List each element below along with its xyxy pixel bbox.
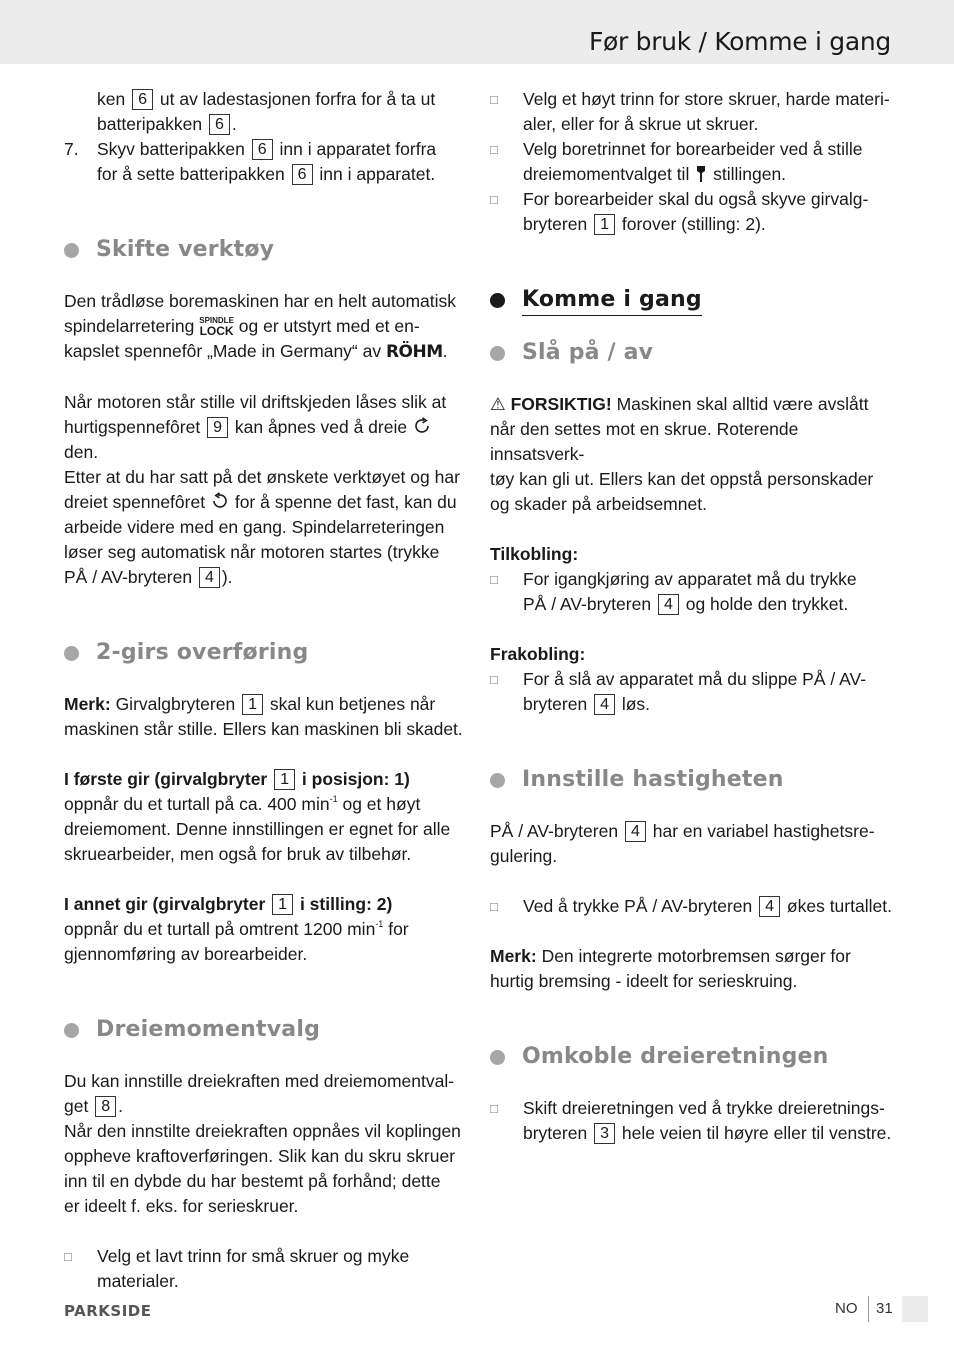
bullet-dot-icon: [64, 646, 79, 661]
rohm-logo: RÖHM: [385, 342, 443, 362]
rotate-ccw-icon: [412, 416, 432, 436]
ref-box: 6: [132, 89, 153, 110]
paragraph: når den settes mot en skrue. Roterende innsatsverk-: [490, 419, 799, 464]
ref-box: 9: [207, 417, 228, 438]
paragraph: oppheve kraftoverføringen. Slik kan du skru skruer: [64, 1146, 456, 1166]
paragraph: PÅ / AV-bryteren 4 har en variabel hastighetsre-: [490, 821, 875, 841]
section-heading: Omkoble dreieretningen: [490, 1042, 892, 1072]
paragraph: Den trådløse boremaskinen har en helt automatisk: [64, 291, 457, 311]
paragraph: Merk: Den integrerte motorbremsen sørger for: [490, 946, 851, 966]
left-column: [64, 87, 466, 1294]
list-item: 7. Skyv batteripakken 6 inn i apparatet forfra: [64, 139, 437, 159]
paragraph: Etter at du har satt på det ønskete verktøyet og har: [64, 467, 460, 487]
list-item: □ Velg et høyt trinn for store skruer, harde materi- aler, eller for å skrue ut skruer.: [490, 87, 892, 137]
paragraph: dreiet spennefôret for å spenne det fast, kan du: [64, 492, 457, 512]
list-item: □ Ved å trykke PÅ / AV-bryteren 4 økes turtallet.: [490, 894, 892, 919]
list-item: □ For igangkjøring av apparatet må du trykke PÅ / AV-bryteren 4 og holde den trykket.: [490, 567, 892, 617]
section-heading: Dreiemomentvalg: [64, 1015, 466, 1045]
footer-tab: [902, 1296, 928, 1322]
checkbox-bullet-icon: □: [64, 1249, 72, 1264]
paragraph: hurtigspennefôret 9 kan åpnes ved å dreie den.: [64, 415, 466, 465]
section-heading: 2-girs overføring: [64, 638, 466, 668]
paragraph: spindelarretering SPINDLE LOCK og er utstyrt med et en-: [64, 316, 420, 338]
brand-logo: PARKSIDE: [64, 1302, 152, 1320]
checkbox-bullet-icon: □: [490, 899, 498, 914]
bullet-dot-icon: [64, 243, 79, 258]
bullet-dot-icon: [490, 1050, 505, 1065]
subheading: I første gir (girvalgbryter 1 i posisjon: 1): [64, 769, 410, 789]
paragraph: for å sette batteripakken 6 inn i apparatet.: [97, 164, 436, 184]
paragraph: Når motoren står stille vil driftskjeden låses slik at: [64, 392, 447, 412]
spindle-lock-logo: SPINDLE LOCK: [199, 316, 234, 338]
ref-box: 6: [209, 114, 230, 135]
paragraph: batteripakken 6 .: [97, 114, 237, 134]
ref-box: 4: [658, 594, 679, 615]
list-item: □ Velg et lavt trinn for små skruer og myke materialer.: [64, 1244, 466, 1294]
paragraph: Merk: Girvalgbryteren 1 skal kun betjenes når: [64, 694, 436, 714]
checkbox-bullet-icon: □: [490, 1101, 498, 1116]
subheading: I annet gir (girvalgbryter 1 i stilling: 2): [64, 894, 393, 914]
bullet-dot-icon: [64, 1023, 79, 1038]
paragraph: ken 6 ut av ladestasjonen forfra for å ta ut: [97, 89, 436, 109]
section-heading: Skifte verktøy: [64, 235, 466, 265]
bullet-dot-icon: [490, 293, 505, 308]
section-heading: Innstille hastigheten: [490, 765, 892, 795]
list-item: □ For borearbeider skal du også skyve girvalg- bryteren 1 forover (stilling: 2).: [490, 187, 892, 237]
page-number: 31: [876, 1300, 893, 1317]
paragraph: kapslet spennefôr „Made in Germany“ av RÖHM.: [64, 339, 466, 365]
paragraph: Du kan innstille dreiekraften med dreiemomentval-: [64, 1071, 455, 1091]
warning-paragraph: ⚠ FORSIKTIG! Maskinen skal alltid være avslått: [490, 394, 869, 414]
paragraph: er ideelt f. eks. for serieskruer.: [64, 1196, 299, 1216]
ref-box: 6: [252, 139, 273, 160]
paragraph: løser seg automatisk når motoren startes (trykke: [64, 542, 440, 562]
ref-box: 1: [242, 694, 263, 715]
paragraph: inn til en dybde du har bestemt på forhånd; dette: [64, 1171, 441, 1191]
checkbox-bullet-icon: □: [490, 572, 498, 587]
ref-box: 4: [625, 821, 646, 842]
warning-icon: ⚠: [490, 394, 506, 414]
ref-box: 1: [594, 214, 615, 235]
list-item: □ Velg boretrinnet for borearbeider ved å stille dreiemomentvalget til stillingen.: [490, 137, 892, 187]
language-code: NO: [835, 1300, 858, 1317]
paragraph: skruearbeider, men også for bruk av tilbehør.: [64, 844, 412, 864]
checkbox-bullet-icon: □: [490, 142, 498, 157]
rotate-cw-icon: [210, 491, 230, 511]
ref-box: 4: [759, 896, 780, 917]
paragraph: maskinen står stille. Ellers kan maskinen bli skadet.: [64, 719, 463, 739]
ref-box: 6: [292, 164, 313, 185]
subheading: Tilkobling:: [490, 544, 579, 564]
ref-box: 1: [272, 894, 293, 915]
checkbox-bullet-icon: □: [490, 92, 498, 107]
paragraph: gjennomføring av borearbeider.: [64, 944, 308, 964]
ref-box: 8: [95, 1096, 116, 1117]
bullet-dot-icon: [490, 346, 505, 361]
paragraph: PÅ / AV-bryteren 4 ).: [64, 567, 233, 587]
list-item: □ For å slå av apparatet må du slippe PÅ / AV- bryteren 4 løs.: [490, 667, 892, 717]
list-item: □ Skift dreieretningen ved å trykke dreieretnings- bryteren 3 hele veien til høyre eller til venstre.: [490, 1096, 892, 1146]
ref-box: 4: [594, 694, 615, 715]
page-title: Før bruk / Komme i gang: [588, 27, 891, 56]
drill-mode-icon: [694, 165, 708, 183]
paragraph: hurtig bremsing - ideelt for serieskruing.: [490, 971, 798, 991]
subheading: Frakobling:: [490, 644, 586, 664]
paragraph: arbeide videre med en gang. Spindelarreteringen: [64, 517, 445, 537]
paragraph: tøy kan gli ut. Ellers kan det oppstå personskader: [490, 469, 874, 489]
ref-box: 1: [274, 769, 295, 790]
paragraph: get 8 .: [64, 1096, 123, 1116]
bullet-dot-icon: [490, 773, 505, 788]
section-heading: Komme i gang: [490, 285, 892, 316]
paragraph: gulering.: [490, 846, 558, 866]
paragraph: oppnår du et turtall på omtrent 1200 $\min^{-1}$ for: [64, 919, 409, 939]
ref-box: 3: [594, 1123, 615, 1144]
paragraph: dreiemoment. Denne innstillingen er egnet for alle: [64, 819, 451, 839]
footer-divider: [868, 1296, 869, 1322]
ref-box: 4: [199, 567, 220, 588]
checkbox-bullet-icon: □: [490, 192, 498, 207]
paragraph: oppnår du et turtall på ca. 400 $\min^{-1}$ og et høyt: [64, 794, 421, 814]
checkbox-bullet-icon: □: [490, 672, 498, 687]
section-heading: Slå på / av: [490, 338, 892, 368]
paragraph: Når den innstilte dreiekraften oppnåes vil koplingen: [64, 1121, 461, 1141]
paragraph: og skader på arbeidsemnet.: [490, 494, 707, 514]
right-column: [490, 87, 892, 1146]
